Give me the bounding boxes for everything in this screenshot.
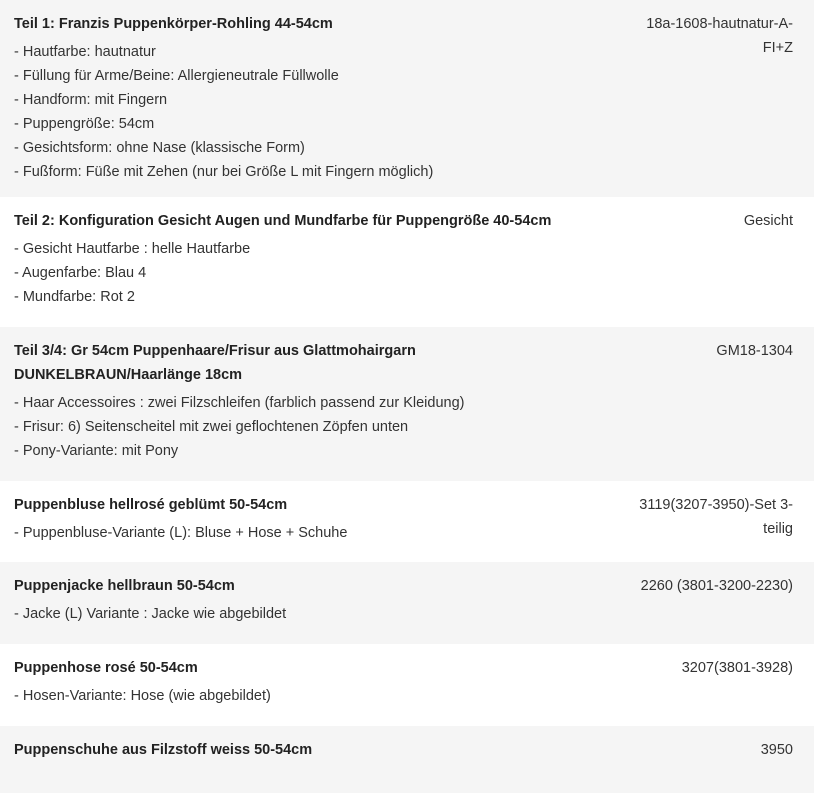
order-item-title: Puppenhose rosé 50-54cm xyxy=(14,660,198,676)
order-item-detail: - Jacke (L) Variante : Jacke wie abgebildet xyxy=(14,606,287,622)
order-item-detail: - Puppengröße: 54cm xyxy=(14,116,155,132)
order-item-row xyxy=(0,197,814,327)
order-item-title: Puppenbluse hellrosé geblümt 50-54cm xyxy=(14,497,288,513)
order-item-sku: Gesicht xyxy=(743,213,793,229)
order-item-info xyxy=(14,339,604,463)
order-item-info xyxy=(14,209,604,309)
order-item-info xyxy=(14,656,604,708)
order-item-sku: 3119(3207-3950)-Set 3-teilig xyxy=(639,497,793,537)
order-item-title: Puppenschuhe aus Filzstoff weiss 50-54cm xyxy=(14,742,313,758)
order-item-info xyxy=(14,493,604,545)
order-item-title: Teil 1: Franzis Puppenkörper-Rohling 44-54cm xyxy=(14,16,333,32)
order-item-details xyxy=(14,521,604,545)
order-item-title: Teil 2: Konfiguration Gesicht Augen und Mundfarbe für Puppengröße 40-54cm xyxy=(14,213,552,229)
order-item-details xyxy=(14,684,604,708)
order-item-detail: - Hautfarbe: hautnatur xyxy=(14,44,156,60)
order-item-detail: - Frisur: 6) Seitenscheitel mit zwei geflochtenen Zöpfen unten xyxy=(14,419,409,435)
order-item-detail: - Gesichtsform: ohne Nase (klassische Form) xyxy=(14,140,305,156)
order-item-details xyxy=(14,391,604,463)
order-item-detail: - Augenfarbe: Blau 4 xyxy=(14,265,147,281)
order-item-detail: - Mundfarbe: Rot 2 xyxy=(14,289,135,305)
order-item-detail: - Gesicht Hautfarbe : helle Hautfarbe xyxy=(14,241,251,257)
order-item-info xyxy=(14,738,604,762)
order-item-info xyxy=(14,12,604,184)
order-item-detail: - Füllung für Arme/Beine: Allergieneutrale Füllwolle xyxy=(14,68,339,84)
order-item-details xyxy=(14,602,604,626)
order-item-row xyxy=(0,481,814,562)
order-item-title: Teil 3/4: Gr 54cm Puppenhaare/Frisur aus Glattmohairgarn DUNKELBRAUN/Haarlänge 18cm xyxy=(14,343,416,383)
order-item-detail: - Puppenbluse-Variante (L): Bluse + Hose + Schuhe xyxy=(14,525,348,541)
order-item-detail: - Pony-Variante: mit Pony xyxy=(14,443,179,459)
order-item-detail: - Hosen-Variante: Hose (wie abgebildet) xyxy=(14,688,271,704)
order-item-detail: - Fußform: Füße mit Zehen (nur bei Größe L mit Fingern möglich) xyxy=(14,164,434,180)
order-item-row xyxy=(0,0,814,197)
order-item-row xyxy=(0,327,814,481)
order-item-row xyxy=(0,644,814,726)
order-item-sku: 3207(3801-3928) xyxy=(681,660,793,676)
order-item-row xyxy=(0,726,814,793)
order-item-details xyxy=(14,40,604,184)
order-item-details xyxy=(14,237,604,309)
order-item-info xyxy=(14,574,604,626)
order-item-title: Puppenjacke hellbraun 50-54cm xyxy=(14,578,235,594)
order-item-sku: 18a-1608-hautnatur-A-FI+Z xyxy=(646,16,793,56)
order-item-detail: - Handform: mit Fingern xyxy=(14,92,168,108)
order-item-detail: - Haar Accessoires : zwei Filzschleifen (farblich passend zur Kleidung) xyxy=(14,395,465,411)
order-item-row xyxy=(0,562,814,644)
order-item-sku: 3950 xyxy=(760,742,793,758)
order-item-sku: GM18-1304 xyxy=(716,343,793,359)
order-item-sku: 2260 (3801-3200-2230) xyxy=(640,578,793,594)
